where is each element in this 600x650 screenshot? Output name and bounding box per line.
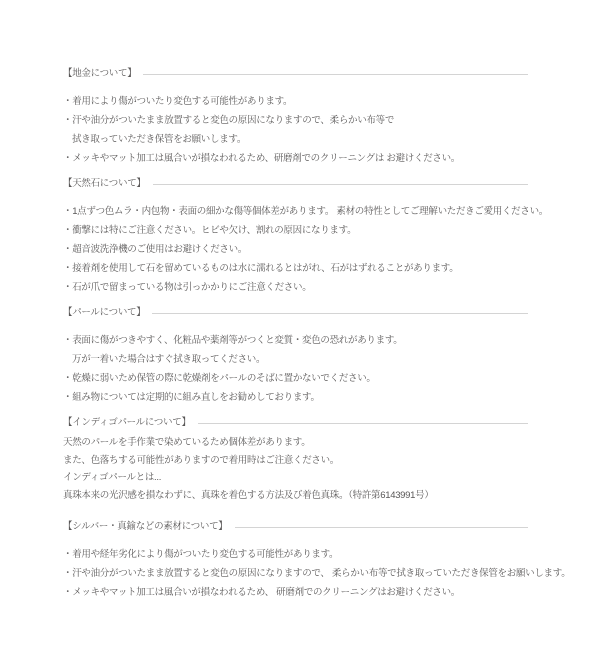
note-text: インディゴパールとは... bbox=[63, 472, 162, 483]
section-body bbox=[63, 202, 548, 297]
section-title: 【天然石について】 bbox=[63, 178, 146, 189]
note-line bbox=[63, 469, 528, 487]
bullet-marker: ・ bbox=[63, 392, 73, 403]
section-title: 【パールについて】 bbox=[63, 307, 146, 318]
note-text: 汗や油分がついたまま放置すると変色の原因になりますので、 柔らかい布等で拭き取っていただき保管をお願いします。 bbox=[72, 568, 571, 579]
note-text: 組み物については定期的に組み直しをお勧めしております。 bbox=[72, 392, 320, 403]
note-line bbox=[63, 92, 528, 111]
section-header bbox=[63, 178, 528, 190]
section-body bbox=[63, 545, 571, 602]
note-text: メッキやマット加工は風合いが損なわれるため、研磨剤でのクリーニングは お避けください。 bbox=[72, 153, 460, 164]
section-divider-line bbox=[153, 184, 528, 185]
care-section-pearl bbox=[63, 307, 528, 407]
bullet-marker: ・ bbox=[63, 206, 73, 217]
note-text: 万が一着いた場合はすぐ拭き取ってください。 bbox=[72, 354, 266, 365]
note-line bbox=[63, 111, 528, 130]
care-sections-container bbox=[63, 68, 571, 602]
note-text: 拭き取っていただき保管をお願いします。 bbox=[72, 134, 247, 145]
note-line bbox=[63, 240, 528, 259]
note-line bbox=[63, 545, 528, 564]
note-text: 1点ずつ色ムラ・内包物・表面の細かな傷等個体差があります。 素材の特性としてご理解いただきご愛用ください。 bbox=[72, 206, 548, 217]
note-text: メッキやマット加工は風合いが損なわれるため、 研磨剤でのクリーニングはお避けください。 bbox=[72, 587, 460, 598]
bullet-marker: ・ bbox=[63, 335, 73, 346]
care-section-tennenseki bbox=[63, 178, 548, 297]
bullet-marker: ・ bbox=[63, 96, 73, 107]
note-line bbox=[63, 202, 548, 221]
note-text: 天然のパールを手作業で染めているため個体差があります。 bbox=[63, 437, 311, 448]
note-line bbox=[63, 278, 528, 297]
note-line bbox=[63, 487, 528, 505]
note-line bbox=[63, 388, 528, 407]
note-line bbox=[63, 434, 528, 452]
note-text: 着用により傷がついたり変色する可能性があります。 bbox=[72, 96, 293, 107]
note-text: 表面に傷がつきやすく、化粧品や薬剤等がつくと変質・変色の恐れがあります。 bbox=[72, 335, 403, 346]
bullet-marker: ・ bbox=[63, 225, 73, 236]
section-divider-line bbox=[143, 74, 528, 75]
care-section-silver-brass bbox=[63, 521, 571, 602]
note-line bbox=[63, 130, 528, 149]
bullet-marker: ・ bbox=[63, 373, 73, 384]
section-divider-line bbox=[235, 527, 528, 528]
note-text: 着用や経年劣化により傷がついたり変色する可能性があります。 bbox=[72, 549, 339, 560]
section-title: 【シルバー・真鍮などの素材について】 bbox=[63, 521, 228, 532]
note-text: 接着剤を使用して石を留めているものは水に濡れるとはがれ、石がはずれることがあります。 bbox=[72, 263, 459, 274]
care-section-indigo-pearl bbox=[63, 417, 528, 504]
section-body bbox=[63, 434, 528, 504]
section-header bbox=[63, 68, 528, 80]
note-text: 汗や油分がついたまま放置すると変色の原因になりますので、柔らかい布等で bbox=[72, 115, 395, 126]
note-text: また、色落ちする可能性がありますので着用時はご注意ください。 bbox=[63, 454, 340, 466]
note-text: 石が爪で留まっている物は引っかかりにご注意ください。 bbox=[72, 282, 312, 293]
section-body bbox=[63, 92, 528, 168]
section-body bbox=[63, 331, 528, 407]
note-line bbox=[63, 149, 528, 168]
bullet-marker: ・ bbox=[63, 263, 73, 274]
note-line bbox=[63, 452, 528, 470]
section-header bbox=[63, 307, 528, 319]
bullet-marker: ・ bbox=[63, 115, 73, 126]
note-line bbox=[63, 221, 528, 240]
note-line bbox=[63, 350, 528, 369]
bullet-marker: ・ bbox=[63, 587, 73, 598]
bullet-marker: ・ bbox=[63, 282, 73, 293]
section-header bbox=[63, 417, 528, 429]
note-text: 真珠本来の光沢感を損なわずに、真珠を着色する方法及び着色真珠。（特許第6143991号） bbox=[63, 489, 434, 501]
note-line bbox=[63, 583, 528, 602]
note-text: 衝撃には特にご注意ください。ヒビや欠け、割れの原因になります。 bbox=[72, 225, 357, 236]
note-line bbox=[63, 331, 528, 350]
note-line bbox=[63, 369, 528, 388]
note-text: 乾燥に弱いため保管の際に乾燥剤をパールのそばに置かないでください。 bbox=[72, 373, 376, 384]
note-line bbox=[63, 564, 571, 583]
note-text: 超音波洗浄機のご使用はお避けください。 bbox=[72, 244, 248, 255]
section-title: 【地金について】 bbox=[63, 68, 137, 79]
section-divider-line bbox=[152, 313, 528, 314]
section-divider-line bbox=[198, 423, 528, 424]
bullet-marker: ・ bbox=[63, 244, 73, 255]
section-header bbox=[63, 521, 528, 533]
bullet-marker: ・ bbox=[63, 153, 73, 164]
note-line bbox=[63, 259, 528, 278]
care-section-jigane bbox=[63, 68, 528, 168]
bullet-marker: ・ bbox=[63, 549, 73, 560]
bullet-marker: ・ bbox=[63, 568, 73, 579]
section-title: 【インディゴパールについて】 bbox=[63, 417, 191, 428]
